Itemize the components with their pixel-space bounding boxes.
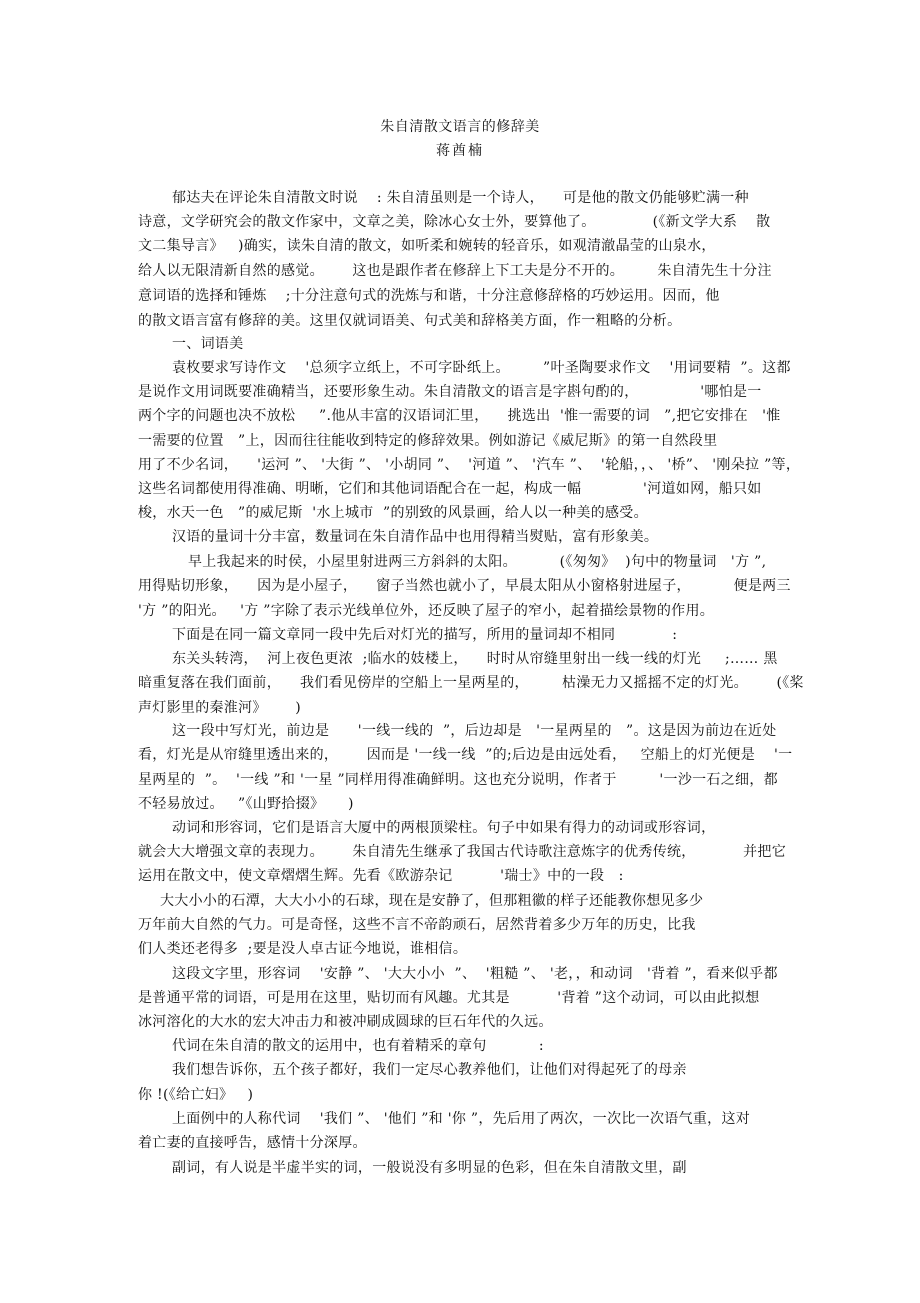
- quote-line: 你 !(《给亡妇》 ): [138, 1087, 254, 1103]
- text-line: 文二集导言》 )确实，读朱自清的散文，如听柔和婉转的轻音乐，如观清澈晶莹的山泉水，: [138, 238, 716, 254]
- text-line: 两个字的问题也决不放松 ”.他从丰富的汉语词汇里， 挑选出 '惟一需要的词 ”,把它安排在 '惟: [138, 408, 781, 424]
- page-title: 朱自清散文语言的修辞美: [380, 119, 540, 135]
- text-line: '方 ”的阳光。 '方 ”字除了表示光线单位外，还反映了屋子的窄小，起着描绘景物的作用。: [138, 603, 715, 619]
- text-line: 袁枚要求写诗作文 '总须字立纸上，不可字卧纸上。 ”叶圣陶要求作文 '用词要精 ”。这都: [172, 360, 791, 376]
- text-line: 这一段中写灯光，前边是 '一线一线的 ”，后边却是 '一星两星的 ”。这是因为前边在近处: [172, 723, 777, 739]
- text-line: 代词在朱自清的散文的运用中，也有着精采的章句 :: [172, 1038, 544, 1054]
- text-line: 星两星的 ”。 '一线 ”和 '一星 ”同样用得准确鲜明。这也充分说明，作者于 '一沙一石之细，都: [138, 772, 778, 788]
- text-line: 这些名词都使用得准确、明晰，它们和其他词语配合在一起，构成一幅 '河道如网，船只如: [138, 481, 762, 497]
- text-line: 用得贴切形象， 因为是小屋子， 窗子当然也就小了，早晨太阳从小窗格射进屋子， 便是两三: [138, 578, 791, 594]
- text-line: 运用在散文中，使文章熠熠生辉。先看《欧游杂记 '瑞士》中的一段 :: [138, 868, 624, 884]
- quote-line: 万年前大自然的气力。可是奇怪，这些不言不帝韵顽石，居然背着多少万年的历史，比我: [138, 917, 696, 933]
- quote-line: 们人类还老得多 ;要是没人卓古证今地说，谁相信。: [138, 941, 468, 957]
- text-line: 着亡妻的直接呼告，感情十分深厚。: [138, 1135, 367, 1151]
- text-line: 是说作文用词既要准确精当，还要形象生动。朱自清散文的语言是字斟句酌的， '哪怕是一: [138, 384, 762, 400]
- text-line: 郁达夫在评论朱自清散文时说 : 朱自清虽则是一个诗人， 可是他的散文仍能够贮满一种: [172, 190, 749, 206]
- text-line: 不轻易放过。 ”《山野拾掇》 ): [138, 796, 354, 812]
- text-line: 汉语的量词十分丰富，数量词在朱自清作品中也用得精当熨贴，富有形象美。: [172, 529, 659, 545]
- text-line: 梭，水天一色 ”的威尼斯 '水上城市 ”的别致的风景画，给人以一种美的感受。: [138, 505, 648, 521]
- quote-line: 大大小小的石潭，大大小小的石球，现在是安静了，但那粗徽的样子还能教你想见多少: [160, 893, 704, 909]
- text-line: 意词语的选择和锤炼 ;十分注意句式的洗炼与和谐，十分注意修辞格的巧妙运用。因而，他: [138, 288, 720, 304]
- text-line: 这段文字里，形容词 '安静 ”、 '大大小小 ”、 '粗糙 ”、 '老，，和动词 '背着 ”，看来似乎都: [172, 966, 778, 982]
- text-line: 就会大大增强文章的表现力。 朱自清先生继承了我国古代诗歌注意炼字的优秀传统， 并把它: [138, 844, 786, 860]
- text-line: 看，灯光是从帘缝里透出来的， 因而是 '一线一线 ”的;后边是由远处看， 空船上的灯光便是 '一: [138, 747, 793, 763]
- text-line: 早上我起来的时侯，小屋里射进两三方斜斜的太阳。 (《匆匆》 )句中的物量词 '方 ”,: [188, 554, 767, 570]
- text-line: 暗重复落在我们面前， 我们看见傍岸的空船上一星两星的， 枯澡无力又摇摇不定的灯光。 (《桨: [138, 675, 804, 691]
- text-line: 东关头转湾， 河上夜色更浓 ;临水的妓楼上， 时时从帘缝里射出一线一线的灯光 ;…… 黑: [172, 651, 778, 667]
- text-line: 副词，有人说是半虚半实的词，一般说没有多明显的色彩，但在朱自清散文里，副: [172, 1160, 687, 1176]
- text-line: 上面例中的人称代词 '我们 ”、 '他们 ”和 '你 ”，先后用了两次，一次比一次语气重，这对: [172, 1111, 751, 1127]
- text-line: 的散文语言富有修辞的美。这里仅就词语美、句式美和辞格美方面，作一粗略的分析。: [138, 313, 682, 329]
- section-heading: 一、词语美: [172, 336, 244, 352]
- author-name: 蒋酋楠: [436, 143, 484, 159]
- text-line: 用了不少名词， '运河 ”、 '大街 ”、 '小胡同 ”、 '河道 ”、 '汽车 ”、 '轮船，，、 '桥”、 '刚朵拉 ”等，: [138, 457, 801, 473]
- text-line: 给人以无限清新自然的感觉。 这也是跟作者在修辞上下工夫是分不开的。 朱自清先生十分注: [138, 263, 772, 279]
- text-line: 下面是在同一篇文章同一段中先后对灯光的描写，所用的量词却不相同 :: [172, 627, 678, 643]
- text-line: 动词和形容词，它们是语言大厦中的两根顶梁柱。句子中如果有得力的动词或形容词，: [172, 820, 716, 836]
- text-line: 声灯影里的秦淮河》 ): [138, 700, 301, 716]
- text-line: 是普通平常的词语，可是用在这里，贴切而有风趣。尤其是 '背着 ”这个动词，可以由此拟想: [138, 990, 760, 1006]
- quote-line: 我们想告诉你，五个孩子都好，我们一定尽心教养他们，让他们对得起死了的母亲: [172, 1062, 687, 1078]
- text-line: 一需要的位置 ”上，因而往往能收到特定的修辞效果。例如游记《威尼斯》的第一自然段里: [138, 433, 718, 449]
- text-line: 诗意，文学研究会的散文作家中，文章之美，除冰心女士外，要算他了。 (《新文学大系 散: [138, 214, 771, 230]
- text-line: 冰河溶化的大水的宏大冲击力和被冲刷成圆球的巨石年代的久远。: [138, 1014, 553, 1030]
